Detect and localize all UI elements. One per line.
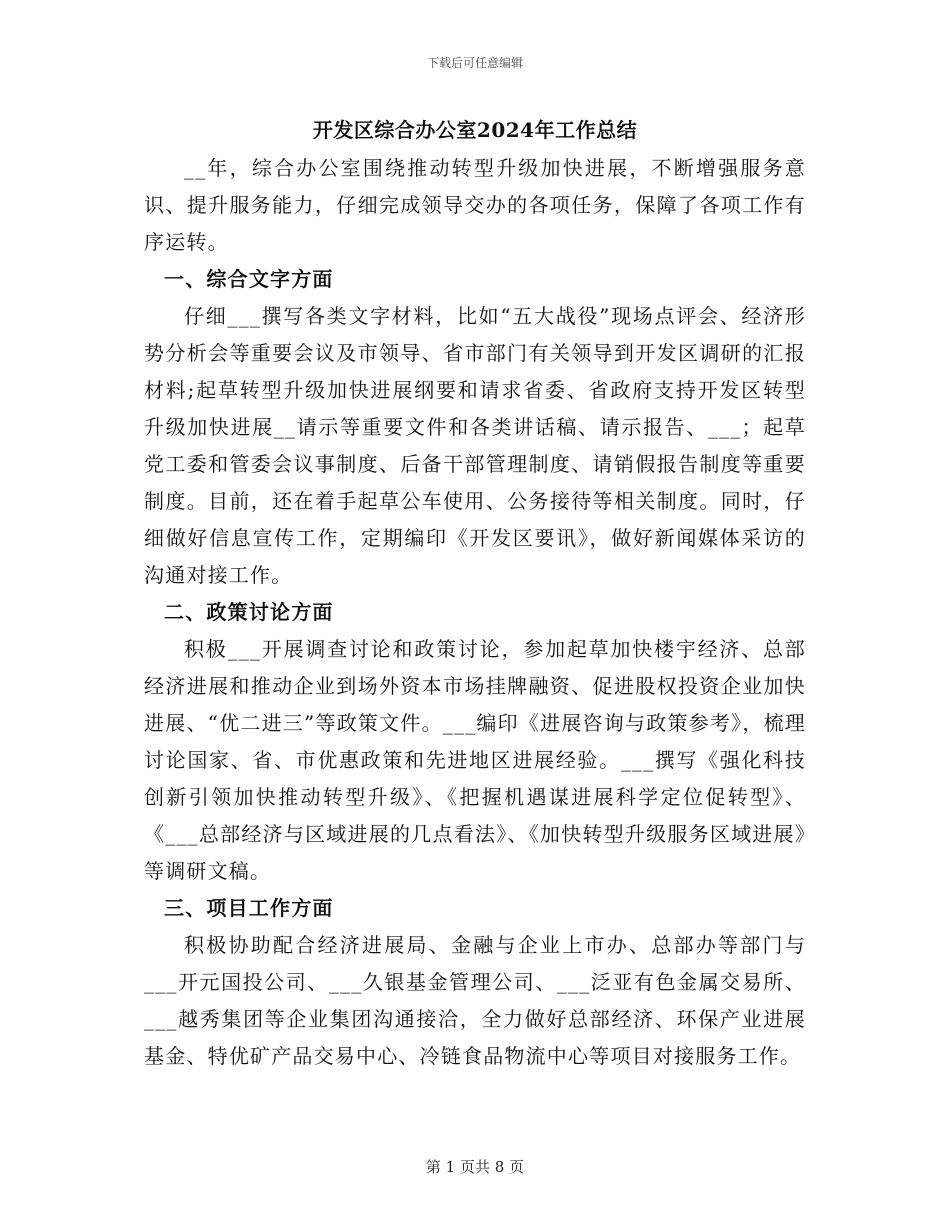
section-heading-writing: 一、综合文字方面 bbox=[164, 267, 334, 291]
section-body-writing: 仔细___撰写各类文字材料，比如“五大战役”现场点评会、经济形势分析会等重要会议及市领导、省市部门有关领导到开发区调研的汇报材料;起草转型升级加快进展纲要和请求省委、省政府支持开发区转型升级加快进展__请示等重要文件和各类讲话稿、请示报告、___；起草党工委和管委会议事制度、后备干部管理制度、请销假报告制度等重要制度。目前，还在着手起草公车使用、公务接待等相关制度。同时，仔细做好信息宣传工作，定期编印《开发区要讯》，做好新闻媒体采访的沟通对接工作。 bbox=[144, 304, 806, 587]
section-heading-policy: 二、政策讨论方面 bbox=[164, 600, 334, 624]
page-footer: 第 1 页共 8 页 bbox=[425, 1158, 525, 1176]
section-heading-projects: 三、项目工作方面 bbox=[164, 896, 334, 920]
section-body-projects: 积极协助配合经济进展局、金融与企业上市办、总部办等部门与___开元国投公司、___久银基金管理公司、___泛亚有色金属交易所、___越秀集团等企业集团沟通接洽，全力做好总部经济、环保产业进展基金、特优矿产品交易中心、冷链食品物流中心等项目对接服务工作。 bbox=[144, 933, 806, 1068]
intro-paragraph: __年，综合办公室围绕推动转型升级加快进展，不断增强服务意识、提升服务能力，仔细完成领导交办的各项任务，保障了各项工作有序运转。 bbox=[144, 156, 806, 254]
section-body-policy: 积极___开展调查讨论和政策讨论，参加起草加快楼宇经济、总部经济进展和推动企业到场外资本市场挂牌融资、促进股权投资企业加快进展、“优二进三”等政策文件。___编印《进展咨询与政策参考》，梳理讨论国家、省、市优惠政策和先进地区进展经验。___撰写《强化科技创新引领加快推动转型升级》、《把握机遇谋进展科学定位促转型》、《___总部经济与区域进展的几点看法》、《加快转型升级服务区域进展》等调研文稿。 bbox=[144, 637, 806, 883]
page-header-note: 下载后可任意编辑 bbox=[426, 56, 523, 70]
document-body bbox=[144, 150, 806, 1075]
document-title: 开发区综合办公室2024年工作总结 bbox=[312, 118, 638, 142]
